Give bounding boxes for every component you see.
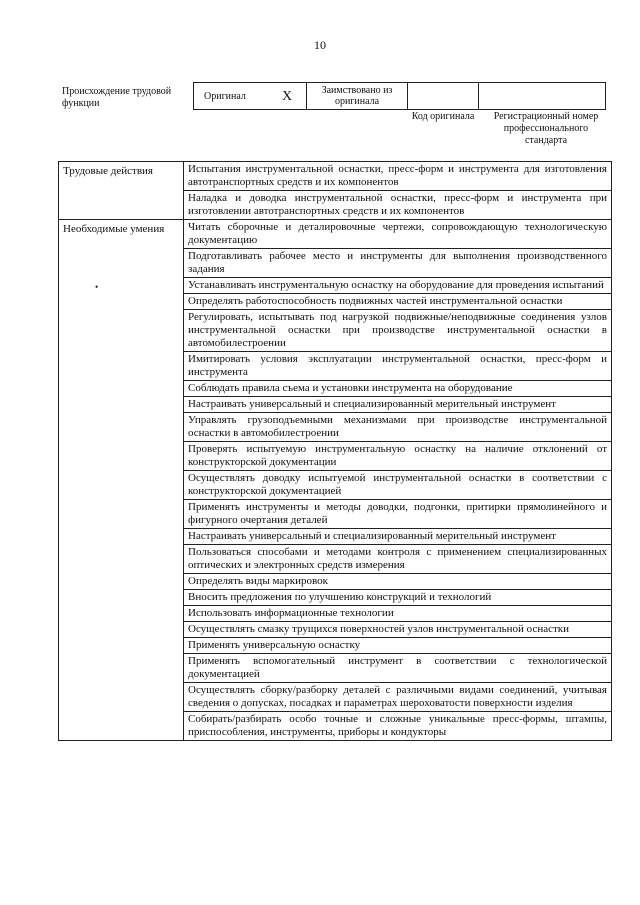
- functions-table: [58, 161, 612, 741]
- table-cell-item: Применять вспомогательный инструмент в соответствии с технологической документацией: [184, 654, 612, 683]
- group-title: Трудовые действия: [59, 162, 184, 220]
- original-cell: Оригинал: [194, 83, 269, 110]
- table-cell-item: Управлять грузоподъемными механизмами при производстве инструментальной оснастки в автомобилестроении: [184, 413, 612, 442]
- page-number: 10: [314, 38, 326, 52]
- table-cell-item: Использовать информационные технологии: [184, 606, 612, 622]
- table-row: [59, 220, 612, 249]
- table-cell-item: Осуществлять смазку трущихся поверхностей узлов инструментальной оснастки: [184, 622, 612, 638]
- table-cell-item: Регулировать, испытывать под нагрузкой подвижные/неподвижные соединения узлов инструментальной оснастки при производстве инструментальной оснастки в автомобилестроении: [184, 310, 612, 352]
- original-mark: X: [268, 83, 307, 110]
- table-cell-item: Собирать/разбирать особо точные и сложные уникальные пресс-формы, штампы, приспособления, инструменты, приборы и кондукторы: [184, 712, 612, 741]
- functions-table-body: [59, 162, 612, 741]
- table-cell-item: Осуществлять доводку испытуемой инструментальной оснастки в соответствии с конструкторской документацией: [184, 471, 612, 500]
- table-cell-item: Наладка и доводка инструментальной оснастки, пресс-форм и инструмента при изготовлении автотранспортных средств и их компонентов: [184, 191, 612, 220]
- reg-number-cell: [479, 83, 606, 110]
- table-cell-item: Устанавливать инструментальную оснастку на оборудование для проведения испытаний: [184, 278, 612, 294]
- table-row: [59, 162, 612, 191]
- table-cell-item: Пользоваться способами и методами контроля с применением специализированных оптических и электронных средств измерения: [184, 545, 612, 574]
- group-title: Необходимые умения: [59, 220, 184, 741]
- table-cell-item: Имитировать условия эксплуатации инструментальной оснастки, пресс-форм и инструмента: [184, 352, 612, 381]
- table-cell-item: Применять инструменты и методы доводки, подгонки, притирки прямолинейного и фигурного очертания деталей: [184, 500, 612, 529]
- table-cell-item: Настраивать универсальный и специализированный мерительный инструмент: [184, 397, 612, 413]
- code-cell: [408, 83, 479, 110]
- table-cell-item: Соблюдать правила съема и установки инструмента на оборудование: [184, 381, 612, 397]
- origin-table: [193, 82, 606, 110]
- table-cell-item: Проверять испытуемую инструментальную оснастку на наличие отклонений от конструкторской документации: [184, 442, 612, 471]
- stray-mark: •: [95, 282, 99, 292]
- table-cell-item: Применять универсальную оснастку: [184, 638, 612, 654]
- origin-label: Происхождение трудовой функции: [62, 86, 172, 109]
- reg-number-caption: Регистрационный номер профессионального стандарта: [493, 111, 599, 146]
- table-cell-item: Подготавливать рабочее место и инструменты для выполнения производственного задания: [184, 249, 612, 278]
- borrowed-cell: Заимствовано из оригинала: [307, 83, 408, 110]
- table-cell-item: Осуществлять сборку/разборку деталей с различными видами соединений, учитывая сведения о допусках, посадках и параметрах шероховатости поверхности изделия: [184, 683, 612, 712]
- table-cell-item: Определять виды маркировок: [184, 574, 612, 590]
- code-caption: Код оригинала: [411, 111, 475, 122]
- table-cell-item: Вносить предложения по улучшению конструкций и технологий: [184, 590, 612, 606]
- table-cell-item: Испытания инструментальной оснастки, пресс-форм и инструмента для изготовления автотранспортных средств и их компонентов: [184, 162, 612, 191]
- table-cell-item: Настраивать универсальный и специализированный мерительный инструмент: [184, 529, 612, 545]
- table-cell-item: Определять работоспособность подвижных частей инструментальной оснастки: [184, 294, 612, 310]
- table-cell-item: Читать сборочные и деталировочные чертежи, сопровождающую технологическую документацию: [184, 220, 612, 249]
